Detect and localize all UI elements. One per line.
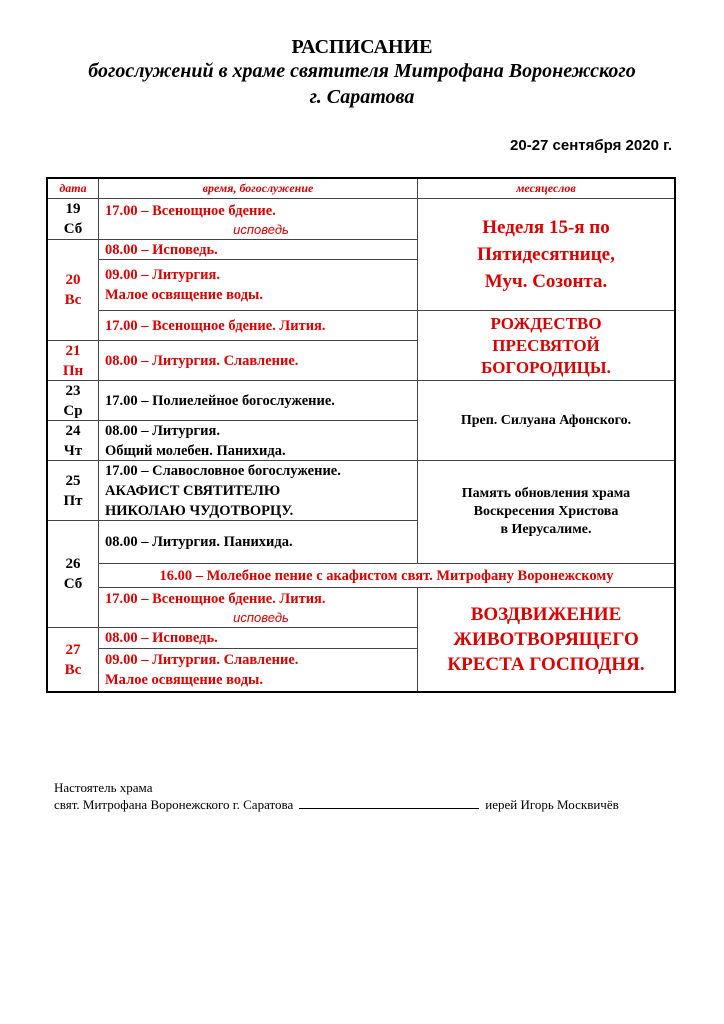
service-line: 17.00 – Полиелейное богослужение.: [105, 392, 335, 409]
service-line: 08.00 – Литургия. Славление.: [105, 352, 299, 369]
service-cell: [98, 420, 417, 460]
service-line: 09.00 – Литургия. Славление.: [105, 652, 299, 668]
footer-rector-label: Настоятель храма: [54, 780, 153, 795]
service-line: 08.00 – Исповедь.: [105, 241, 218, 258]
weekday: Пн: [62, 362, 84, 379]
service-line: 09.00 – Литургия.: [105, 267, 220, 283]
saints-cell: [417, 198, 674, 310]
saints-cell: [417, 587, 674, 691]
date-cell: [48, 460, 98, 520]
document-title: РАСПИСАНИЕ: [291, 36, 433, 58]
service-cell: [98, 520, 417, 563]
weekday: Вс: [64, 292, 82, 308]
weekday: Чт: [63, 442, 83, 459]
saints-line: в Иерусалиме.: [500, 522, 592, 537]
saints-cell: [417, 460, 674, 563]
saints-line: РОЖДЕСТВО: [490, 313, 602, 333]
service-cell: [98, 239, 417, 259]
saints-line: Преп. Силуана Афонского.: [460, 412, 632, 428]
date-cell: [48, 239, 98, 340]
saints-line: Неделя 15-я по: [482, 217, 610, 238]
service-line: Общий молебен. Панихида.: [105, 442, 286, 459]
saints-line: Пятидесятнице,: [477, 244, 615, 265]
service-note: исповедь: [233, 609, 289, 625]
service-line: 17.00 – Славословное богослужение.: [105, 462, 341, 479]
saints-cell: [417, 380, 674, 460]
document-city: г. Саратова: [309, 86, 415, 108]
signature-field: [299, 797, 479, 809]
saints-cell: [417, 310, 674, 380]
service-line: АКАФИСТ СВЯТИТЕЛЮ: [105, 482, 281, 499]
service-cell: [98, 310, 417, 340]
saints-line: ПРЕСВЯТОЙ: [492, 335, 600, 355]
service-cell: [98, 587, 417, 627]
date-cell: [48, 198, 98, 239]
service-line: 17.00 – Всенощное бдение. Лития.: [105, 317, 326, 334]
service-cell: [98, 340, 417, 380]
service-line: 08.00 – Литургия. Панихида.: [105, 534, 293, 550]
service-cell: [98, 648, 417, 691]
date-cell: [48, 420, 98, 460]
column-header-service: время, богослужение: [98, 179, 417, 198]
service-line: 17.00 – Всенощное бдение. Лития.: [105, 590, 326, 607]
date-cell: [48, 340, 98, 380]
service-cell: [98, 460, 417, 520]
saints-line: Муч. Созонта.: [484, 271, 608, 292]
footer-signer: иерей Игорь Москвичёв: [485, 797, 619, 812]
day-number: 26: [65, 556, 81, 572]
date-cell: [48, 627, 98, 691]
service-line: 16.00 – Молебное пение с акафистом свят. Митрофану Воронежскому: [159, 567, 614, 584]
date-cell: [48, 380, 98, 420]
date-range: 20-27 сентября 2020 г.: [510, 137, 672, 154]
weekday: Сб: [63, 221, 83, 237]
footer-signature-line: [54, 797, 619, 813]
saints-line: Память обновления храма: [461, 486, 631, 501]
service-cell: [98, 380, 417, 420]
day-number: 23: [65, 382, 81, 399]
weekday: Сб: [63, 576, 83, 592]
service-line: 08.00 – Исповедь.: [105, 630, 218, 646]
saints-line: БОГОРОДИЦЫ.: [481, 357, 611, 377]
weekday: Ср: [63, 402, 83, 419]
day-number: 19: [65, 201, 81, 217]
service-line: 17.00 – Всенощное бдение.: [105, 203, 276, 219]
service-cell: [98, 198, 417, 239]
service-cell: [98, 627, 417, 648]
day-number: 27: [65, 641, 81, 658]
service-line: Малое освящение воды.: [105, 287, 263, 303]
weekday: Пт: [63, 492, 83, 509]
day-number: 21: [65, 342, 81, 359]
footer-church: свят. Митрофана Воронежского г. Саратова: [54, 797, 294, 812]
document-subtitle: богослужений в храме святителя Митрофана Воронежского: [88, 60, 636, 82]
schedule-table: [46, 177, 676, 693]
day-number: 25: [65, 472, 81, 489]
saints-line: Воскресения Христова: [473, 504, 619, 519]
saints-line: ВОЗДВИЖЕНИЕ: [470, 604, 622, 625]
service-cell: [98, 259, 417, 310]
service-line: 08.00 – Литургия.: [105, 422, 220, 439]
column-header-saints: месяцеслов: [417, 179, 674, 198]
saints-line: КРЕСТА ГОСПОДНЯ.: [447, 654, 645, 675]
day-number: 24: [65, 422, 81, 439]
date-cell: [48, 520, 98, 627]
service-line: НИКОЛАЮ ЧУДОТВОРЦУ.: [105, 502, 294, 519]
service-line: Малое освящение воды.: [105, 672, 263, 688]
weekday: Вс: [64, 661, 82, 678]
saints-line: ЖИВОТВОРЯЩЕГО: [453, 629, 639, 650]
day-number: 20: [65, 272, 81, 288]
service-note: исповедь: [233, 222, 289, 237]
service-cell-wide: [98, 563, 674, 587]
column-header-date: дата: [59, 181, 87, 195]
